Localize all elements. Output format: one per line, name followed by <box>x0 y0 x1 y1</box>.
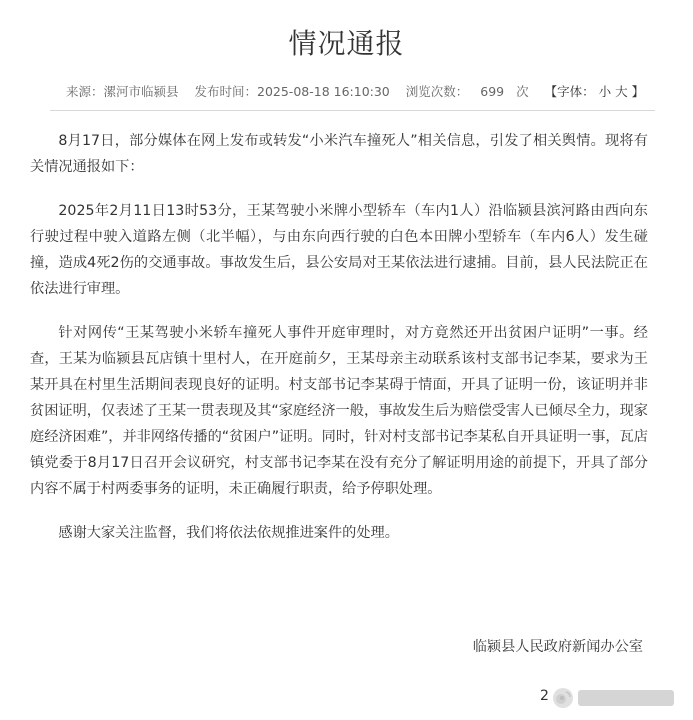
issuer-signature: 临颍县人民政府新闻办公室 <box>472 639 643 655</box>
watermark-logo-icon <box>552 687 574 709</box>
paragraph-thanks: 感谢大家关注监督，我们将依法依规推进案件的处理。 <box>58 525 399 541</box>
title-divider <box>50 110 655 111</box>
page-number: 2 <box>540 688 549 704</box>
paragraph-investigation: 针对网传“王某驾驶小米轿车撞死人事件开庭审理时，对方竟然还开出贫困户证明”一事。经查，王某为临颍县瓦店镇十里村人，在开庭前夕，王某母亲主动联系该村支部书记李某，要求为王某开具在村里生活期间表现良好的证明。村支部书记李某碍于情面，开具了证明一份，该证明并非贫困证明，仅表述了王某一贯表现及其“家庭经济一般，事故发生后为赔偿受害人已倾尽全力，现家庭经济困难”，并非网络传播的“贫困户”证明。同时，针对村支部书记李某私自开具证明一事，瓦店镇党委于8月17日召开会议研究，村支部书记李某在没有充分了解证明用途的前提下，开具了部分内容不属于村两委事务的证明，未正确履行职责，给予停职处理。 <box>30 325 648 497</box>
watermark <box>552 684 680 712</box>
font-end: 】 <box>631 84 645 99</box>
paragraph-accident: 2025年2月11日13时53分，王某驾驶小米牌小型轿车（车内1人）沿临颍县滨河路由西向东行驶过程中驶入道路左侧（北半幅），与由东向西行驶的白色本田牌小型轿车（车内6人）发生碰撞，造成4死2伤的交通事故。事故发生后，县公安局对王某依法进行逮捕。目前，县人民法院正在依法进行审理。 <box>30 203 648 297</box>
article-body <box>30 128 648 564</box>
views-count: 699 <box>480 84 505 99</box>
font-size-control <box>545 82 645 100</box>
page-title: 情况通报 <box>288 27 405 60</box>
source-text: 来源：漯河市临颍县 <box>66 84 179 99</box>
watermark-blur <box>578 690 674 706</box>
font-label: 【字体： <box>544 84 595 99</box>
paragraph-intro: 8月17日，部分媒体在网上发布或转发“小米汽车撞死人”相关信息，引发了相关舆情。现将有关情况通报如下： <box>30 133 648 175</box>
views-unit: 次 <box>516 84 529 99</box>
font-small-link[interactable]: 小 <box>598 84 612 99</box>
publish-time: 发布时间：2025-08-18 16:10:30 <box>194 84 390 99</box>
views-label: 浏览次数： <box>405 84 469 99</box>
article-meta <box>66 82 644 100</box>
font-large-link[interactable]: 大 <box>615 84 628 99</box>
